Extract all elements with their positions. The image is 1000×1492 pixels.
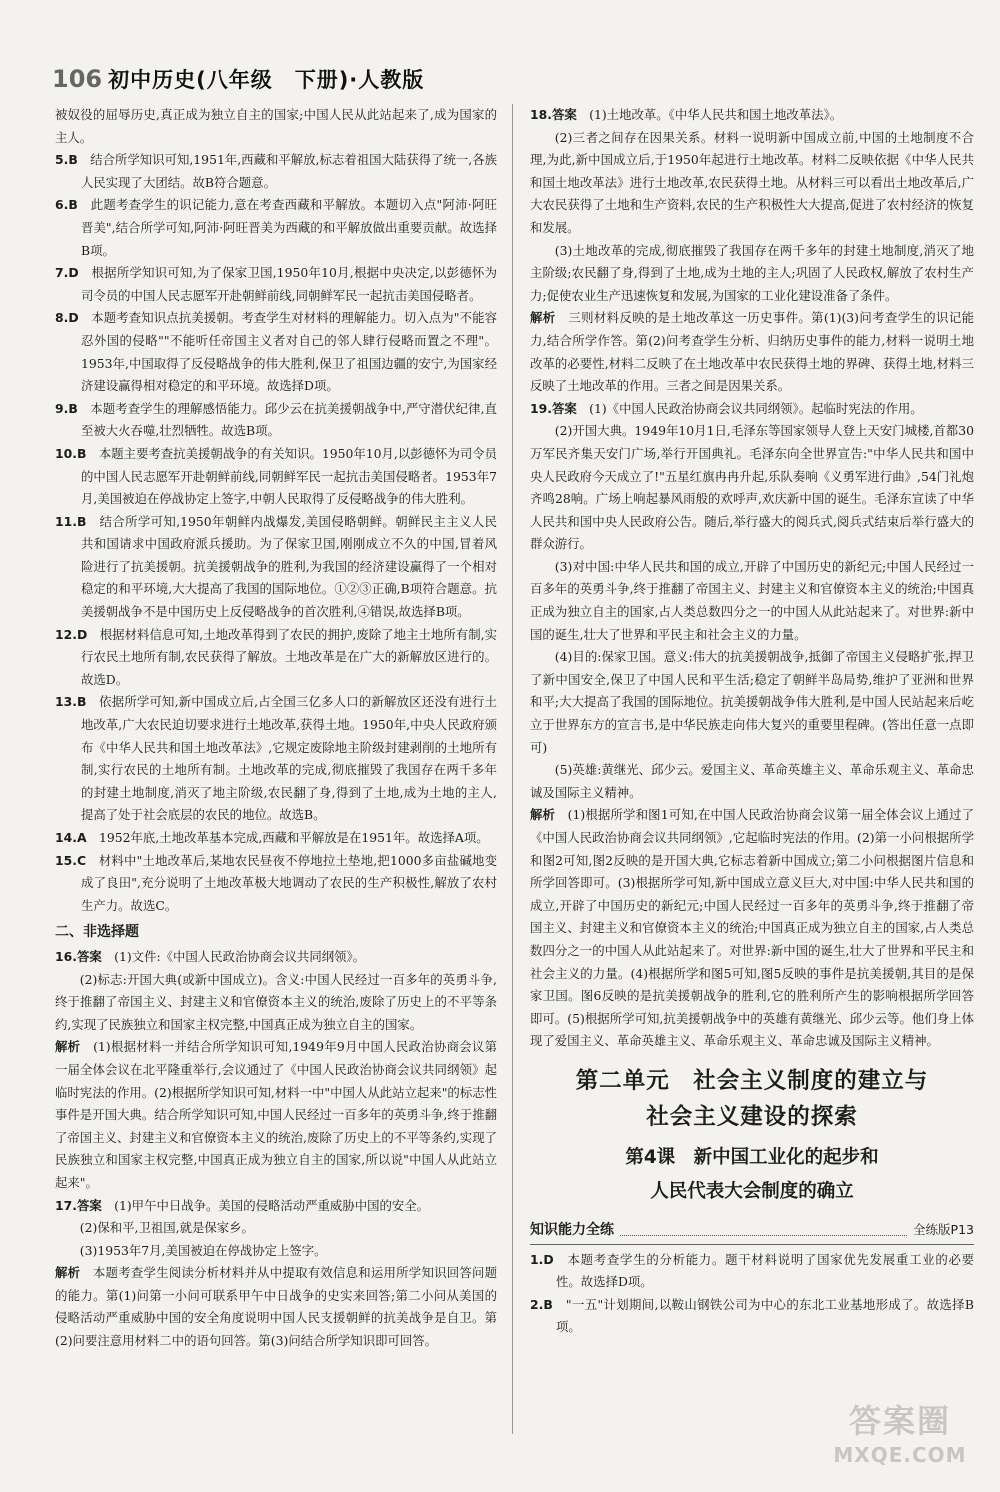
knowledge-label: 知识能力全练 [530,1221,614,1238]
answer-item [530,1294,974,1339]
right-column [530,104,974,1339]
unit-title [530,1063,974,1135]
answer-item [55,262,497,307]
answer-label: 16.答案 [55,948,102,964]
answer-part: (4)目的:保家卫国。意义:伟大的抗美援朝战争,抵御了帝国主义侵略扩张,捍卫了新中国安全,保卫了中国人民和平生活;稳定了朝鲜半岛局势,维护了亚洲和世界和平;大大提高了我国的国际地位。抗美援朝战争伟大胜利,是中国人民站起来后屹立于世界东方的宣言书,是中华民族走向伟大复兴的重要里程碑。(答出任意一点即可) [530,649,974,755]
answer-item [55,691,497,827]
answer-part: (2)三者之间存在因果关系。材料一说明新中国成立前,中国的土地制度不合理,为此,新中国成立后,于1950年起进行土地改革。材料二反映依据《中华人民共和国土地改革法》进行土地改革,农民获得土地。从材料三可以看出土地改革后,广大农民获得了土地和生产资料,农民的生产积极性大大提高,促进了农村经济的恢复和发展。 [530,129,974,235]
page-header [52,62,952,96]
item-text: 结合所学可知,1950年朝鲜内战爆发,美国侵略朝鲜。朝鲜民主主义人民共和国请求中国政府派兵援助。为了保家卫国,刚刚成立不久的中国,冒着风险进行了抗美援朝。抗美援朝战争的胜利,为我国的经济建设赢得了一个相对稳定的和平环境,大大提高了我国的国际地位。①②③正确,B项符合题意。抗美援朝战争不是中国历史上反侵略战争的首次胜利,④错误,故选择B项。 [81,513,497,620]
analysis-label: 解析 [55,1039,81,1055]
answer-part: (3)对中国:中华人民共和国的成立,开辟了中国历史的新纪元;中国人民经过一百多年的英勇斗争,终于推翻了帝国主义、封建主义和官僚资本主义的统治;中国真正成为独立自主的国家,占人类总数四分之一的中国人从此站起来了。对世界:新中国的诞生,壮大了世界和平民主和社会主义的力量。 [530,558,974,642]
item-text: 结合所学知识可知,1951年,西藏和平解放,标志着祖国大陆获得了统一,各族人民实现了大团结。故B符合题意。 [81,152,497,190]
answer-item [55,827,497,850]
unit-title-line: 社会主义建设的探索 [646,1103,858,1130]
answer-part: (2)开国大典。1949年10月1日,毛泽东等国家领导人登上天安门城楼,首都30万军民齐集天安门广场,举行开国典礼。毛泽东向全世界宣告:"中华人民共和国中央人民政府今天成立了!"五星红旗冉冉升起,乐队奏响《义勇军进行曲》,54门礼炮齐鸣28响。广场上响起暴风雨般的欢呼声,欢庆新中国的诞生。毛泽东宣读了中华人民共和国中央人民政府公告。随后,举行盛大的阅兵式,阅兵式结束后举行盛大的群众游行。 [530,423,974,552]
answer-part: (3)土地改革的完成,彻底摧毁了我国存在两千多年的封建土地制度,消灭了地主阶级;农民翻了身,得到了土地,成为土地的主人;巩固了人民政权,解放了农村生产力;促使农业生产迅速恢复和发展,为国家的工业化建设准备了条件。 [530,242,974,303]
answer-part: (1)《中国人民政治协商会议共同纲领》。起临时宪法的作用。 [589,400,923,416]
column-divider [512,104,513,1434]
item-number: 9.B [55,400,78,416]
item-text: 本题考查学生的理解感悟能力。邱少云在抗美援朝战争中,严守潜伏纪律,直至被大火吞噬,壮烈牺牲。故选B项。 [81,400,497,439]
answer-item [55,307,497,397]
answer-label: 18.答案 [530,107,577,122]
item-number: 11.B [55,513,87,529]
item-number: 2.B [530,1296,553,1312]
page-reference: 全练版P13 [913,1221,974,1237]
analysis-label: 解析 [530,807,556,823]
item-number: 12.D [55,626,88,642]
answer-item [55,511,497,624]
item-text: 本题考查学生的分析能力。题干材料说明了国家优先发展重工业的必要性。故选择D项。 [556,1251,975,1290]
answer-item [530,1249,974,1294]
answer-part: (1)土地改革。《中华人民共和国土地改革法》。 [589,107,843,122]
item-number: 15.C [55,852,87,868]
item-text: 根据材料信息可知,土地改革得到了农民的拥护,废除了地主土地所有制,实行农民土地所有制,农民获得了解放。土地改革是在广大的新解放区进行的。故选D。 [81,626,497,687]
analysis-text: 本题考查学生阅读分析材料并从中提取有效信息和运用所学知识回答问题的能力。第(1)问第一小问可联系甲午中日战争的史实来回答;第二小问从美国的侵略活动严重威胁中国的安全角度说明中国人民支援朝鲜的抗美战争是自卫。第(2)问要注意用材料二中的语句回答。第(3)问结合所学知识即可回答。 [55,1265,498,1349]
header-title: 初中历史(八年级 下册)·人教版 [108,68,425,92]
item-text: 根据所学知识可知,为了保家卫国,1950年10月,根据中央决定,以彭德怀为司令员的中国人民志愿军开赴朝鲜前线,同朝鲜军民一起抗击美国侵略者。 [81,265,497,303]
answer-part: (3)1953年7月,美国被迫在停战协定上签字。 [79,1242,327,1258]
lesson-title-line: 第4课 新中国工业化的起步和 [625,1146,879,1168]
answer-17 [55,1195,497,1218]
item-text: 依据所学可知,新中国成立后,占全国三亿多人口的新解放区还没有进行土地改革,广大农民迫切要求进行土地改革,获得土地。1950年,中央人民政府颁布《中华人民共和国土地改革法》,它规定废除地主阶级封建剥削的土地所有制,实行农民的土地所有制。土地改革的完成,彻底摧毁了我国存在两千多年的封建土地制度,消灭了地主阶级,农民翻了身,得到了土地,成为土地的主人,提高了处于社会底层的农民的地位。故选B。 [81,694,497,823]
answer-part: (5)英雄:黄继光、邱少云。爱国主义、革命英雄主义、革命乐观主义、革命忠诚及国际主义精神。 [530,762,974,800]
answer-item [55,624,497,692]
answer-item [55,443,497,511]
item-text: 本题主要考查抗美援朝战争的有关知识。1950年10月,以彭德怀为司令员的中国人民志愿军开赴朝鲜前线,同朝鲜军民一起抗击美国侵略者。1953年7月,美国被迫在停战协定上签字,中朝人民取得了反侵略战争的伟大胜利。 [81,445,498,507]
item-number: 5.B [55,152,78,168]
answer-item [55,850,497,918]
answer-19 [530,398,974,421]
dot-leader [620,1225,907,1236]
answer-item [55,398,497,443]
item-number: 1.D [530,1251,554,1267]
left-column [55,104,497,1353]
item-text: 本题考查知识点抗美援朝。考查学生对材料的理解能力。切入点为"不能容忍外国的侵略""不能听任帝国主义者对自己的邻人肆行侵略而置之不理"。1953年,中国取得了反侵略战争的伟大胜利,保卫了祖国边疆的安宁,为国家经济建设赢得相对稳定的和平环境。故选择D项。 [81,310,498,394]
watermark-url: MXQE.COM [833,1443,967,1467]
lesson-title [530,1141,974,1209]
answer-part: (2)标志:开国大典(或新中国成立)。含义:中国人民经过一百多年的英勇斗争,终于推翻了帝国主义、封建主义和官僚资本主义的统治,废除了历史上的不平等条约,实现了民族独立和国家主权完整,中国真正成为独立自主的国家。 [55,971,497,1032]
item-text: 1952年底,土地改革基本完成,西藏和平解放是在1951年。故选择A项。 [98,830,489,845]
answer-18 [530,104,974,127]
section-heading: 二、非选择题 [55,924,139,941]
answer-part: (2)保和平,卫祖国,就是保家乡。 [79,1220,254,1236]
analysis-text: (1)根据材料一并结合所学知识可知,1949年9月中国人民政治协商会议第一届全体会议在北平隆重举行,会议通过了《中国人民政治协商会议共同纲领》起临时宪法的作用。(2)根据所学知识可知,材料一中"中国人从此站立起来"的标志性事件是开国大典。结合所学知识可知,中国人民经过一百多年的英勇斗争,终于推翻了帝国主义、封建主义和官僚资本主义的统治,废除了历史上的不平等条约,实现了民族独立和国家主权完整,中国真正成为独立自主的国家,所以说"中国人从此站立起来"。 [55,1039,498,1190]
lesson-title-line: 人民代表大会制度的确立 [650,1180,854,1202]
analysis-text: 三则材料反映的是土地改革这一历史事件。第(1)(3)问考查学生的识记能力,结合所学作答。第(2)问考查学生分析、归纳历史事件的能力,材料一说明土地改革的必要性,材料二反映了在土地改革中农民获得土地的界碑、获得土地,材料三反映了土地改革的作用。三者之间是因果关系。 [530,310,975,394]
answer-item [55,149,497,194]
item-number: 10.B [55,445,87,461]
item-number: 7.D [55,265,79,281]
analysis-16 [55,1036,497,1194]
analysis-19 [530,804,974,1053]
continued-text: 被奴役的屈辱历史,真正成为独立自主的国家;中国人民从此站起来了,成为国家的主人。 [55,107,497,145]
item-text: 此题考查学生的识记能力,意在考查西藏和平解放。本题切入点"阿沛·阿旺晋美",结合所学可知,阿沛·阿旺晋美为西藏的和平解放做出重要贡献。故选择B项。 [81,197,498,258]
answer-label: 19.答案 [530,400,577,416]
page-number: 106 [52,65,103,93]
unit-title-line: 第二单元 社会主义制度的建立与 [575,1067,929,1094]
analysis-18 [530,307,974,397]
analysis-17 [55,1262,497,1352]
analysis-label: 解析 [55,1265,81,1281]
item-text: 材料中"土地改革后,某地农民昼夜不停地拉土垫地,把1000多亩盐碱地变成了良田",充分说明了土地改革极大地调动了农民的生产积极性,解放了农村生产力。故选C。 [81,852,498,913]
answer-part: (1)甲午中日战争。美国的侵略活动严重威胁中国的安全。 [114,1197,430,1213]
knowledge-bar [530,1219,974,1245]
answer-16 [55,946,497,969]
item-number: 14.A [55,830,87,845]
item-number: 13.B [55,694,87,710]
answer-item [55,194,497,262]
item-text: "一五"计划期间,以鞍山钢铁公司为中心的东北工业基地形成了。故选择B项。 [556,1296,975,1335]
item-number: 8.D [55,310,79,326]
analysis-text: (1)根据所学和图1可知,在中国人民政治协商会议第一届全体会议上通过了《中国人民政治协商会议共同纲领》,它起临时宪法的作用。(2)第一小问根据所学和图2可知,图2反映的是开国大典,它标志着新中国成立;第二小问根据图片信息和所学回答即可。(3)根据所学可知,新中国成立意义巨大,对中国:中华人民共和国的成立,开辟了中国历史的新纪元;中国人民经过一百多年的英勇斗争,终于推翻了帝国主义、封建主义和官僚资本主义的统治;中国真正成为独立自主的国家,占人类总数四分之一的中国人从此站起来了。对世界:新中国的诞生,壮大了世界和平民主和社会主义的力量。(4)根据所学和图5可知,图5反映的事件是抗美援朝,其目的是保家卫国。图6反映的是抗美援朝战争的胜利,它的胜利所产生的影响根据所学回答即可。(5)根据所学可知,抗美援朝战争中的英雄有黄继光、邱少云等。他们身上体现了爱国主义、革命英雄主义、革命乐观主义、革命忠诚及国际主义精神。 [530,807,975,1049]
watermark-line: 答案圈 [848,1402,951,1440]
analysis-label: 解析 [530,310,556,326]
item-number: 6.B [55,197,78,213]
answer-part: (1)文件:《中国人民政治协商会议共同纲领》。 [114,948,366,964]
watermark-logo [820,1400,980,1480]
answer-label: 17.答案 [55,1197,102,1213]
